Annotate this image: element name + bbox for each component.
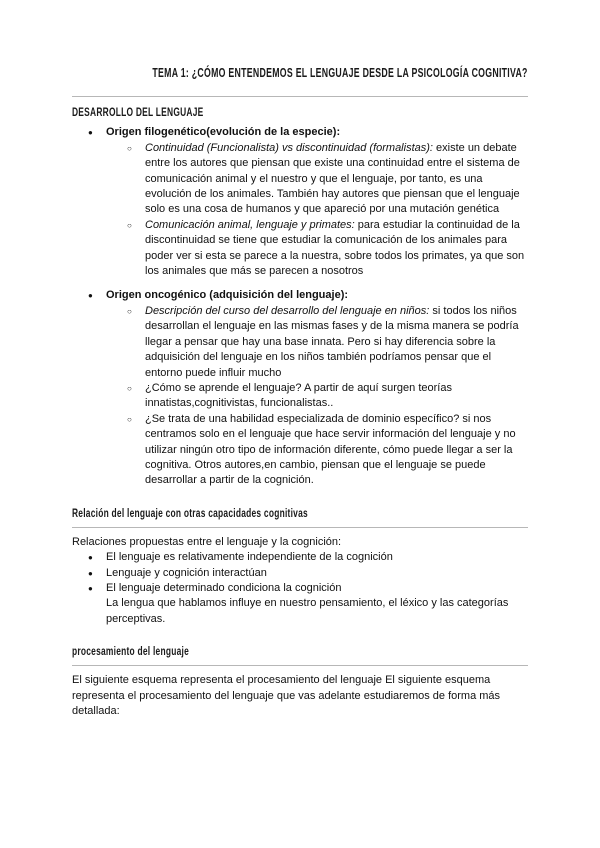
list-item-note: La lengua que hablamos influye en nuestro pensamiento, el léxico y las categorías perceptivas. [106,597,509,625]
section-heading-text: DESARROLLO DEL LENGUAJE [72,105,204,120]
bullet-circle-icon: ○ [127,220,132,230]
intro-text: Relaciones propuestas entre el lenguaje y la cognición: [72,535,342,548]
section-procesamiento [72,644,528,719]
section-heading-procesamiento [72,644,528,659]
list-item-filogenetico [72,125,528,140]
sub-item-continuidad [72,141,528,218]
sub-item-lead: Continuidad (Funcionalista) vs discontinuidad (formalistas): [145,141,433,154]
bullet-disc-icon: ● [88,291,93,301]
list-item-main: El lenguaje determinado condiciona la cognición [106,581,342,594]
section-heading-text: procesamiento del lenguaje [72,644,190,659]
sub-item-rest: si todos los niños desarrollan el lenguaje en las mismas fases y de la misma manera se podría llegar a pensar que hay una base innata. Pero si hay diferencia sobre la adquisición del lenguaje en los niños también podríamos pensar que el entorno puede influir mucho [145,304,519,379]
list-item-text: Lenguaje y cognición interactúan [106,566,267,579]
section-divider [72,527,528,528]
page-title: TEMA 1: ¿CÓMO ENTENDEMOS EL LENGUAJE DESDE LA PSICOLOGÍA COGNITIVA? [152,66,528,80]
bullet-disc-icon: ● [88,583,93,593]
sub-item-lead: Comunicación animal, lenguaje y primates: [145,218,355,231]
section-heading-text: Relación del lenguaje con otras capacidades cognitivas [72,505,308,520]
list-item-text: El lenguaje es relativamente independiente de la cognición [106,551,393,564]
title-divider [72,96,528,97]
list-item-oncogenico [72,288,528,303]
list-item [72,550,528,565]
sub-item-lead: Descripción del curso del desarrollo del lenguaje en niños: [145,304,430,317]
sub-item-comunicacion-animal [72,218,528,280]
sub-item-rest: para estudiar la continuidad de la discontinuidad se tiene que estudiar la comunicación de los animales para poder ver si esta se parece a la nuestra, sobre todos los primates, ya que son los animales que más se parecen a nosotros [145,218,525,278]
bullet-circle-icon: ○ [127,306,132,316]
bullet-circle-icon: ○ [127,414,132,424]
bullet-disc-icon: ● [88,128,93,138]
sub-item-text [145,304,528,381]
section-heading-desarrollo [72,105,528,120]
list-item [72,581,528,627]
sub-item-text [145,218,528,280]
sub-item-habilidad-especializada [72,412,528,489]
sub-item-como-se-aprende [72,381,528,412]
spacer [72,279,528,288]
bullet-disc-icon: ● [88,553,93,563]
bullet-disc-icon: ● [88,568,93,578]
page-title-row [72,66,528,82]
body-paragraph: El siguiente esquema representa el procesamiento del lenguaje El siguiente esquema representa el procesamiento del lenguaje que vas adelante estudiaremos de forma más detallada: [72,674,501,717]
bullet-label: Origen oncogénico (adquisición del lenguaje): [106,289,349,302]
sub-item-text [145,141,528,218]
bullet-label: Origen filogenético(evolución de la especie): [106,126,341,139]
section-heading-relacion [72,506,528,521]
sub-item-text: ¿Se trata de una habilidad especializada de dominio específico? si nos centramos solo en el lenguaje que hace servir información del lenguaje y no utilizar ningún otro tipo de información diferente, cómo puede llegar a ser la cognitiva. Otros autores,en cambio, piensan que el lenguaje se puede desarrollar a partir de la cognición. [145,412,516,487]
bullet-circle-icon: ○ [127,143,132,153]
section-relacion [72,506,528,627]
list-item [72,566,528,581]
sub-item-descripcion-curso [72,304,528,381]
list-item-text [106,581,528,627]
sub-item-rest: existe un debate entre los autores que piensan que existe una continuidad entre el sistema de comunicación animal y el nuestro y que el lenguaje, por tanto, es una evolución de los animales. También hay autores que piensan que el lenguaje solo es una cosa de humanos y que apareció por una mutación genética [145,141,520,216]
section-divider [72,665,528,666]
sub-item-text: ¿Cómo se aprende el lenguaje? A partir de aquí surgen teorías innatistas,cognitivistas, funcionalistas.. [145,381,452,410]
bullet-circle-icon: ○ [127,383,132,393]
